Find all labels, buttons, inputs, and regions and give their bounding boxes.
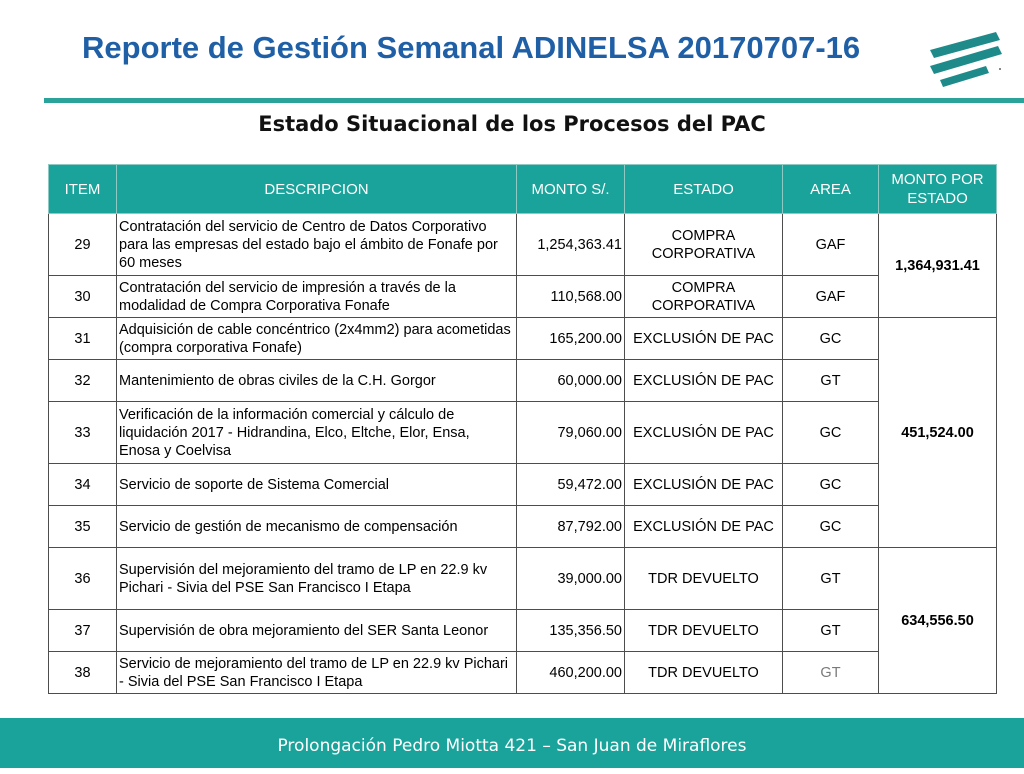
cell-item: 30	[49, 276, 117, 318]
cell-descripcion: Servicio de soporte de Sistema Comercial	[117, 464, 517, 506]
footer-address: Prolongación Pedro Miotta 421 – San Juan de Miraflores	[0, 718, 1024, 768]
cell-area: GC	[783, 402, 879, 464]
cell-monto: 39,000.00	[517, 548, 625, 610]
cell-area: GAF	[783, 276, 879, 318]
cell-estado: COMPRA CORPORATIVA	[625, 276, 783, 318]
cell-area: GT	[783, 360, 879, 402]
table-row	[49, 506, 997, 548]
cell-area: GT	[783, 610, 879, 652]
cell-item: 36	[49, 548, 117, 610]
cell-estado: EXCLUSIÓN DE PAC	[625, 360, 783, 402]
col-header-estado: ESTADO	[625, 165, 783, 214]
cell-monto-por-estado: 634,556.50	[879, 548, 997, 694]
cell-estado: EXCLUSIÓN DE PAC	[625, 506, 783, 548]
col-header-area: AREA	[783, 165, 879, 214]
table-row	[49, 318, 997, 360]
cell-descripcion: Servicio de mejoramiento del tramo de LP en 22.9 kv Pichari - Sivia del PSE San Francisco I Etapa	[117, 652, 517, 694]
cell-descripcion: Supervisión de obra mejoramiento del SER Santa Leonor	[117, 610, 517, 652]
cell-area: GT	[783, 548, 879, 610]
cell-monto-por-estado: 451,524.00	[879, 318, 997, 548]
table-row	[49, 652, 997, 694]
cell-estado: TDR DEVUELTO	[625, 548, 783, 610]
cell-area: GC	[783, 506, 879, 548]
table-row	[49, 214, 997, 276]
table-title: Estado Situacional de los Procesos del PAC	[258, 112, 766, 136]
col-header-monto: MONTO S/.	[517, 165, 625, 214]
stripes-logo-icon	[926, 28, 1006, 88]
cell-monto: 110,568.00	[517, 276, 625, 318]
col-header-descripcion: DESCRIPCION	[117, 165, 517, 214]
cell-monto: 460,200.00	[517, 652, 625, 694]
cell-item: 29	[49, 214, 117, 276]
cell-descripcion: Adquisición de cable concéntrico (2x4mm2) para acometidas (compra corporativa Fonafe)	[117, 318, 517, 360]
cell-area: GT	[783, 652, 879, 694]
col-header-monto-por-estado: MONTO POR ESTADO	[879, 165, 997, 214]
cell-item: 31	[49, 318, 117, 360]
table-row	[49, 610, 997, 652]
table-row	[49, 548, 997, 610]
cell-descripcion: Supervisión del mejoramiento del tramo de LP en 22.9 kv Pichari - Sivia del PSE San Francisco I Etapa	[117, 548, 517, 610]
cell-descripcion: Contratación del servicio de impresión a través de la modalidad de Compra Corporativa Fonafe	[117, 276, 517, 318]
cell-descripcion: Contratación del servicio de Centro de Datos Corporativo para las empresas del estado bajo el ámbito de Fonafe por 60 meses	[117, 214, 517, 276]
cell-area: GAF	[783, 214, 879, 276]
cell-estado: TDR DEVUELTO	[625, 652, 783, 694]
cell-descripcion: Mantenimiento de obras civiles de la C.H. Gorgor	[117, 360, 517, 402]
cell-monto-por-estado: 1,364,931.41	[879, 214, 997, 318]
cell-item: 38	[49, 652, 117, 694]
cell-estado: COMPRA CORPORATIVA	[625, 214, 783, 276]
table-row	[49, 276, 997, 318]
cell-estado: TDR DEVUELTO	[625, 610, 783, 652]
cell-descripcion: Servicio de gestión de mecanismo de compensación	[117, 506, 517, 548]
pac-table	[48, 164, 997, 694]
table-row	[49, 360, 997, 402]
cell-area: GC	[783, 464, 879, 506]
cell-monto: 135,356.50	[517, 610, 625, 652]
cell-area: GC	[783, 318, 879, 360]
cell-estado: EXCLUSIÓN DE PAC	[625, 464, 783, 506]
cell-item: 34	[49, 464, 117, 506]
cell-item: 37	[49, 610, 117, 652]
cell-monto: 165,200.00	[517, 318, 625, 360]
cell-estado: EXCLUSIÓN DE PAC	[625, 318, 783, 360]
cell-item: 35	[49, 506, 117, 548]
cell-estado: EXCLUSIÓN DE PAC	[625, 402, 783, 464]
cell-descripcion: Verificación de la información comercial y cálculo de liquidación 2017 - Hidrandina, Elco, Eltche, Elor, Ensa, Enosa y Coelvisa	[117, 402, 517, 464]
table-row	[49, 464, 997, 506]
cell-monto: 1,254,363.41	[517, 214, 625, 276]
table-header-row	[49, 165, 997, 214]
table-row	[49, 402, 997, 464]
cell-monto: 59,472.00	[517, 464, 625, 506]
cell-monto: 87,792.00	[517, 506, 625, 548]
cell-item: 33	[49, 402, 117, 464]
title-divider	[44, 98, 1024, 103]
cell-item: 32	[49, 360, 117, 402]
page-title: Reporte de Gestión Semanal ADINELSA 20170707-16	[82, 30, 861, 65]
cell-monto: 79,060.00	[517, 402, 625, 464]
col-header-item: ITEM	[49, 165, 117, 214]
cell-monto: 60,000.00	[517, 360, 625, 402]
